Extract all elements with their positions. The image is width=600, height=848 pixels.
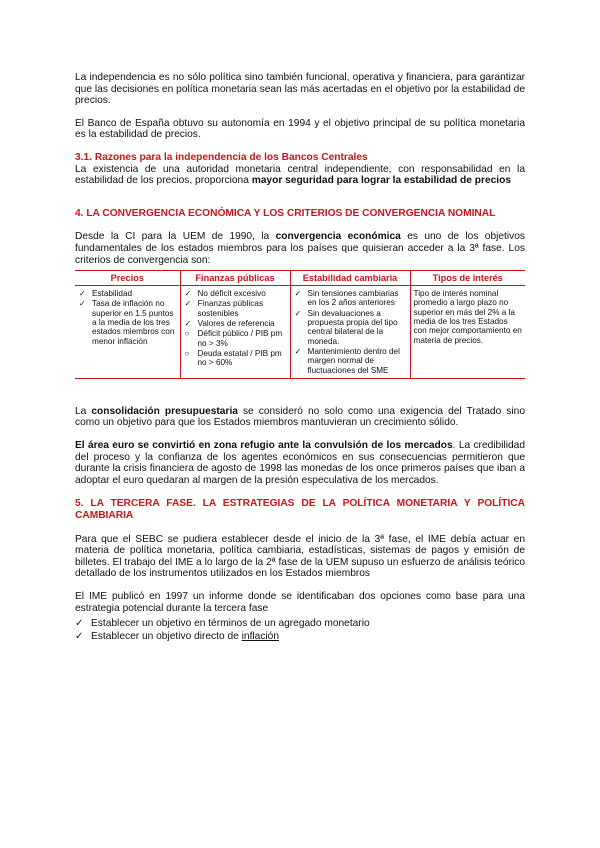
check-icon: ✓ xyxy=(79,289,86,299)
check-icon: ✓ xyxy=(184,299,192,309)
list-item: ✓ Sin tensiones cambiarias en los 2 años anteriores xyxy=(294,289,399,308)
list-item: ○ Deuda estatal / PIB pm no > 60% xyxy=(184,348,282,368)
header-precios: Precios xyxy=(75,271,180,286)
cell-tipos: Tipo de interés nominal promedio a largo plazo no superior en más del 2% a la media de los tres Estados con mejor comportamiento en materia de precios. xyxy=(410,286,525,379)
list-item: ✓ Sin devaluaciones a propuesta propia del tipo central bilateral de la moneda. xyxy=(294,308,398,346)
header-tipos: Tipos de interés xyxy=(410,271,525,286)
paragraph-independence: La independencia es no sólo política sino también funcional, operativa y financiera, para garantizar que las decisiones en política monetaria sean las más acertadas en el objetivo por la estabilidad de precios. xyxy=(75,72,525,107)
check-icon: ✓ xyxy=(184,319,192,329)
check-icon: ✓ xyxy=(184,289,192,299)
paragraph-convergence: Desde la CI para la UEM de 1990, la convergencia económica es uno de los objetivos fundamentales de los estados miembros para los países que quisieran acceder a la 3ª fase. Los criterios de convergencia son: xyxy=(75,231,525,266)
criteria-table xyxy=(75,270,525,379)
paragraph-consolidation: La consolidación presupuestaria se consideró no solo como una exigencia del Tratado sino como un objetivo para que los Estados miembros mantuvieran un crecimiento sólido. xyxy=(75,405,525,429)
inflation-link[interactable]: inflación xyxy=(241,630,280,642)
check-icon: ✓ xyxy=(294,289,302,299)
list-item: ✓ Finanzas públicas sostenibles xyxy=(184,299,264,318)
list-item: ✓ Establecer un objetivo en términos de un agregado monetario xyxy=(75,618,370,630)
heading-section-5: 5. LA TERCERA FASE. LA ESTRATEGIAS DE LA POLÍTICA MONETARIA Y POLÍTICA CAMBIARIA xyxy=(75,498,525,521)
paragraph-banco-espana: El Banco de España obtuvo su autonomía en 1994 y el objetivo principal de su política monetaria es la estabilidad de precios. xyxy=(75,117,525,141)
list-item: ✓ Valores de referencia xyxy=(184,319,275,329)
check-icon: ✓ xyxy=(75,630,84,642)
header-cambiaria: Estabilidad cambiaria xyxy=(290,271,410,286)
check-icon: ✓ xyxy=(79,299,86,309)
check-icon: ✓ xyxy=(294,346,302,356)
header-finanzas: Finanzas públicas xyxy=(180,271,290,286)
paragraph-refuge: El área euro se convirtió en zona refugio ante la convulsión de los mercados. La credibilidad del proceso y la confianza de los agentes económicos en sus consecuencias permitieron que durante la crisis financiera de agosto de 1998 las monedas de los once primeros países que iban a adoptar el euro quedaran al margen de la presión especulativa de los mercados. xyxy=(75,439,525,486)
list-item: ✓ Estabilidad xyxy=(79,289,133,299)
paragraph-ime: El IME publicó en 1997 un informe donde se identificaban dos opciones como base para una estrategia potencial durante la tercera fase xyxy=(75,590,525,614)
paragraph-sebc: Para que el SEBC se pudiera establecer desde el inicio de la 3ª fase, el IME debía actuar en materia de política monetaria, política cambiaria, estadísticas, sistemas de pagos y emisión de billetes. El trabajo del IME a lo largo de la 2ª fase de la UEM supuso un esfuerzo de análisis teórico detallado de los instrumentos utilizados en los Estados miembros xyxy=(75,533,525,580)
cell-cambiaria xyxy=(290,286,410,379)
list-item: ✓ No déficit excesivo xyxy=(184,289,266,299)
options-list xyxy=(75,618,525,643)
list-item: ✓ Tasa de inflación no superior en 1.5 puntos a la media de los tres estados miembros con menor inflación xyxy=(79,299,175,346)
cell-finanzas xyxy=(180,286,290,379)
paragraph-reasons: La existencia de una autoridad monetaria central independiente, con responsabilidad en la estabilidad de los precios, proporciona mayor seguridad para lograr la estabilidad de precios xyxy=(75,163,525,187)
cell-precios xyxy=(75,286,180,379)
list-item: ✓ Establecer un objetivo directo de inflación xyxy=(75,630,280,642)
list-item: ○ Déficit público / PIB pm no > 3% xyxy=(184,329,283,348)
check-icon: ✓ xyxy=(294,308,302,318)
circle-bullet-icon: ○ xyxy=(184,348,190,358)
heading-section-4: 4. LA CONVERGENCIA ECONÓMICA Y LOS CRITERIOS DE CONVERGENCIA NOMINAL xyxy=(75,207,496,219)
circle-bullet-icon: ○ xyxy=(184,329,190,339)
document-page xyxy=(75,72,525,643)
check-icon: ✓ xyxy=(75,618,84,630)
list-item: ✓ Mantenimiento dentro del margen normal de fluctuaciones del SME xyxy=(294,346,400,375)
heading-3-1: 3.1. Razones para la independencia de los Bancos Centrales xyxy=(75,151,368,163)
